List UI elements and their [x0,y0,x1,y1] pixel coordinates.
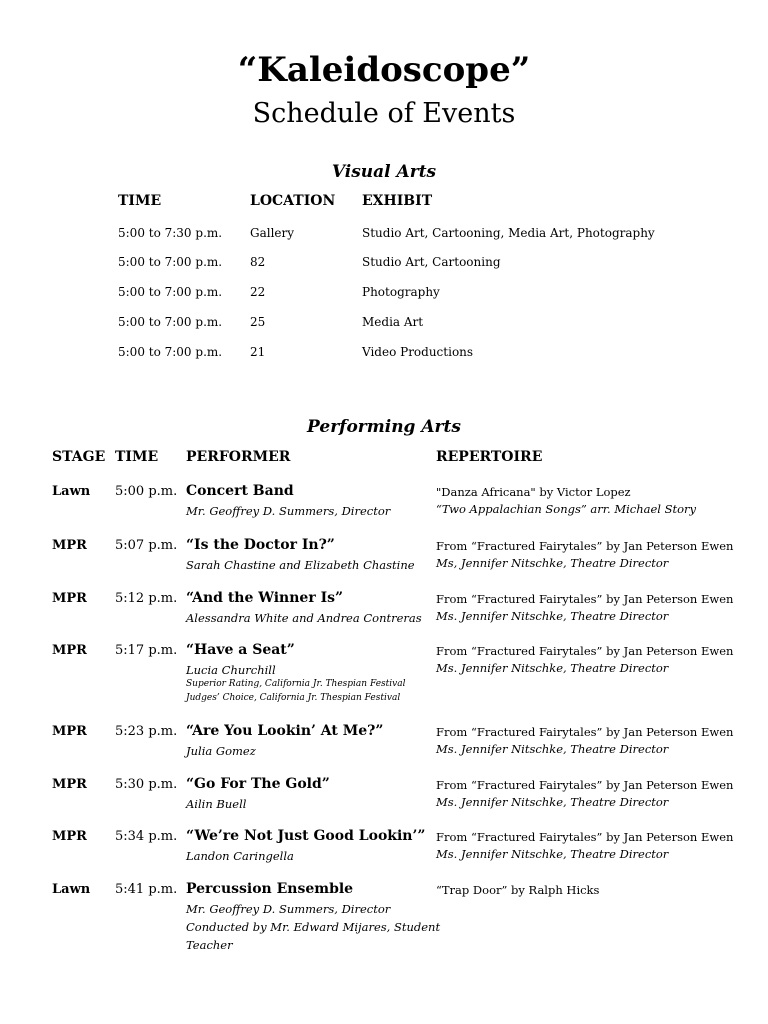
performer-detail: Mr. Geoffrey D. Summers, Director [186,504,391,518]
performer-detail: Sarah Chastine and Elizabeth Chastine [186,558,415,572]
visual-location: 21 [250,345,266,359]
performer-detail: Landon Caringella [186,849,294,863]
performance-stage: MPR [52,724,87,739]
page-subtitle: Schedule of Events [252,98,516,129]
performer-detail: Conducted by Mr. Edward Mijares, Student [186,920,441,934]
performance-stage: MPR [52,829,87,844]
visual-time: 5:00 to 7:00 p.m. [118,315,223,329]
performer-detail: Alessandra White and Andrea Contreras [186,611,422,625]
performance-time: 5:12 p.m. [115,591,178,606]
performer-detail: Teacher [186,938,233,952]
visual-time: 5:00 to 7:00 p.m. [118,285,223,299]
performer-name: Percussion Ensemble [186,881,354,897]
performance-time: 5:17 p.m. [115,643,178,658]
repertoire-line: Ms. Jennifer Nitschke, Theatre Director [436,847,669,861]
performer-detail: Lucia Churchill [186,663,276,677]
repertoire-line: From “Fractured Fairytales” by Jan Peterson Ewen [436,644,734,658]
performer-name: “And the Winner Is” [186,590,344,606]
visual-header-time: TIME [118,193,162,209]
repertoire-line: Ms. Jennifer Nitschke, Theatre Director [436,661,669,675]
visual-exhibit: Photography [362,285,440,299]
repertoire-line: “Two Appalachian Songs” arr. Michael Story [436,502,697,516]
performer-detail: Ailin Buell [186,797,247,811]
performer-award: Judges’ Choice, California Jr. Thespian Festival [186,693,401,703]
performing-arts-heading: Performing Arts [307,417,461,437]
repertoire-line: Ms. Jennifer Nitschke, Theatre Director [436,742,669,756]
visual-location: 25 [250,315,266,329]
performance-stage: MPR [52,643,87,658]
performer-name: “Is the Doctor In?” [186,537,335,553]
repertoire-line: "Danza Africana" by Victor Lopez [436,485,631,499]
performance-stage: MPR [52,591,87,606]
visual-header-exhibit: EXHIBIT [362,193,433,209]
performance-stage: MPR [52,538,87,553]
performing-header-repertoire: REPERTOIRE [436,449,543,465]
visual-exhibit: Video Productions [362,345,474,359]
page-title: “Kaleidoscope” [237,50,531,90]
performance-time: 5:07 p.m. [115,538,178,553]
visual-location: 82 [250,255,266,269]
repertoire-line: From “Fractured Fairytales” by Jan Peterson Ewen [436,778,734,792]
visual-time: 5:00 to 7:30 p.m. [118,226,223,240]
performer-award: Superior Rating, California Jr. Thespian Festival [186,679,406,689]
visual-time: 5:00 to 7:00 p.m. [118,255,223,269]
performance-time: 5:30 p.m. [115,777,178,792]
performer-name: “Go For The Gold” [186,776,330,792]
visual-location: 22 [250,285,266,299]
performer-name: “Have a Seat” [186,642,295,658]
performance-time: 5:00 p.m. [115,484,178,499]
performing-header-stage: STAGE [52,449,106,465]
repertoire-line: From “Fractured Fairytales” by Jan Peterson Ewen [436,592,734,606]
repertoire-line: From “Fractured Fairytales” by Jan Peterson Ewen [436,539,734,553]
performer-detail: Mr. Geoffrey D. Summers, Director [186,902,391,916]
repertoire-line: Ms, Jennifer Nitschke, Theatre Director [436,556,669,570]
performance-stage: MPR [52,777,87,792]
visual-exhibit: Studio Art, Cartooning [362,255,501,269]
performing-header-performer: PERFORMER [186,449,291,465]
repertoire-line: Ms. Jennifer Nitschke, Theatre Director [436,795,669,809]
performing-header-time: TIME [115,449,159,465]
performance-time: 5:23 p.m. [115,724,178,739]
repertoire-line: “Trap Door” by Ralph Hicks [436,883,600,897]
performance-stage: Lawn [52,484,91,499]
performer-name: Concert Band [186,483,294,499]
performance-time: 5:41 p.m. [115,882,178,897]
repertoire-line: From “Fractured Fairytales” by Jan Peterson Ewen [436,830,734,844]
repertoire-line: From “Fractured Fairytales” by Jan Peterson Ewen [436,725,734,739]
visual-exhibit: Media Art [362,315,424,329]
visual-location: Gallery [250,226,295,240]
visual-header-location: LOCATION [250,193,336,209]
performer-name: “Are You Lookin’ At Me?” [186,723,384,739]
repertoire-line: Ms. Jennifer Nitschke, Theatre Director [436,609,669,623]
visual-exhibit: Studio Art, Cartooning, Media Art, Photography [362,226,655,240]
performer-name: “We’re Not Just Good Lookin’” [186,828,426,844]
visual-time: 5:00 to 7:00 p.m. [118,345,223,359]
performance-stage: Lawn [52,882,91,897]
performance-time: 5:34 p.m. [115,829,178,844]
visual-arts-heading: Visual Arts [331,162,437,182]
performer-detail: Julia Gomez [186,744,256,758]
